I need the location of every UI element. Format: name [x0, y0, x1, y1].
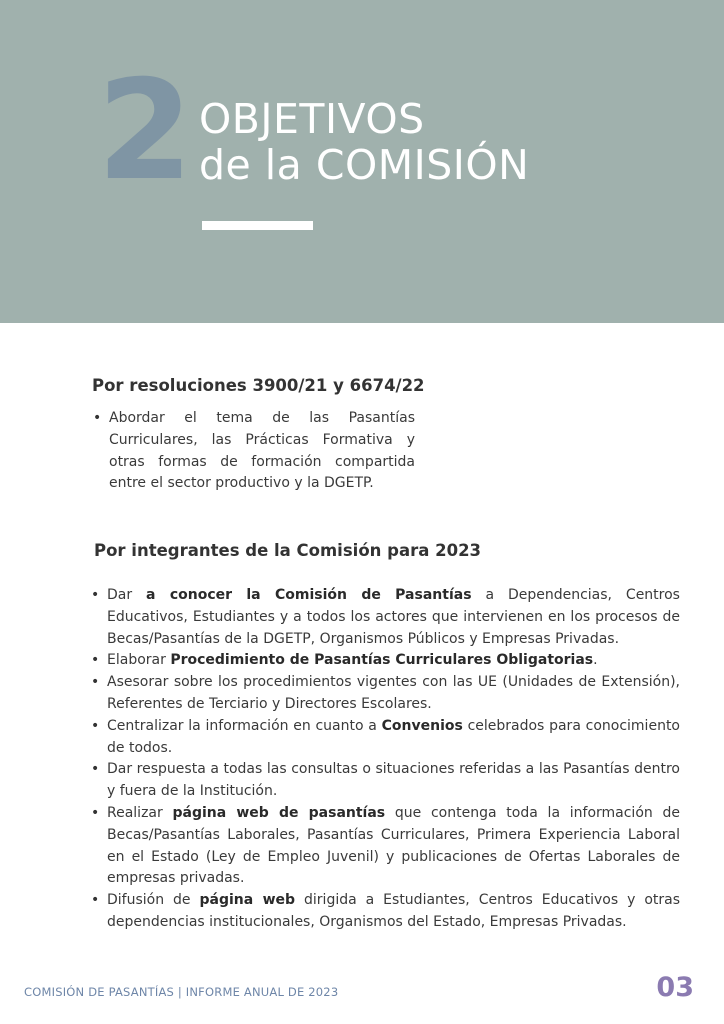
- list-item: • Realizar página web de pasantías que contenga toda la información de Becas/Pasantías Laborales, Pasantías Curriculares, Primera Experiencia Laboral en el Estado (Ley de Empleo Juvenil) y publicaciones de Ofertas Laborales de empresas privadas.: [91, 803, 680, 890]
- footer-text: COMISIÓN DE PASANTÍAS | INFORME ANUAL DE 2023: [24, 985, 339, 999]
- chapter-number: 2: [97, 50, 190, 211]
- section-heading-integrantes: Por integrantes de la Comisión para 2023: [94, 541, 482, 560]
- list-item: • Centralizar la información en cuanto a Convenios celebrados para conocimiento de todos.: [91, 716, 680, 760]
- title-underline: [202, 221, 313, 230]
- list-item: • Abordar el tema de las Pasantías Curriculares, las Prácticas Formativa y otras formas de formación compartida entre el sector productivo y la DGETP.: [93, 408, 415, 495]
- list-item: • Elaborar Procedimiento de Pasantías Curriculares Obligatorias.: [91, 650, 680, 672]
- list-item: • Difusión de página web dirigida a Estudiantes, Centros Educativos y otras dependencias institucionales, Organismos del Estado, Empresas Privadas.: [91, 890, 680, 934]
- list-item: • Dar a conocer la Comisión de Pasantías a Dependencias, Centros Educativos, Estudiantes y a todos los actores que intervienen en los procesos de Becas/Pasantías de la DGETP, Organismos Públicos y Empresas Privadas.: [91, 585, 680, 650]
- chapter-title-line-2: de la COMISIÓN: [199, 141, 530, 189]
- integrantes-list: [91, 585, 680, 934]
- resoluciones-list: [93, 408, 415, 495]
- section-heading-resoluciones: Por resoluciones 3900/21 y 6674/22: [92, 376, 425, 395]
- chapter-title-line-1: OBJETIVOS: [199, 95, 425, 143]
- page-number: 03: [656, 972, 694, 1003]
- list-item: • Asesorar sobre los procedimientos vigentes con las UE (Unidades de Extensión), Referentes de Terciario y Directores Escolares.: [91, 672, 680, 716]
- chapter-title: [199, 96, 529, 188]
- list-item: • Dar respuesta a todas las consultas o situaciones referidas a las Pasantías dentro y fuera de la Institución.: [91, 759, 680, 803]
- header-banner: [0, 0, 724, 323]
